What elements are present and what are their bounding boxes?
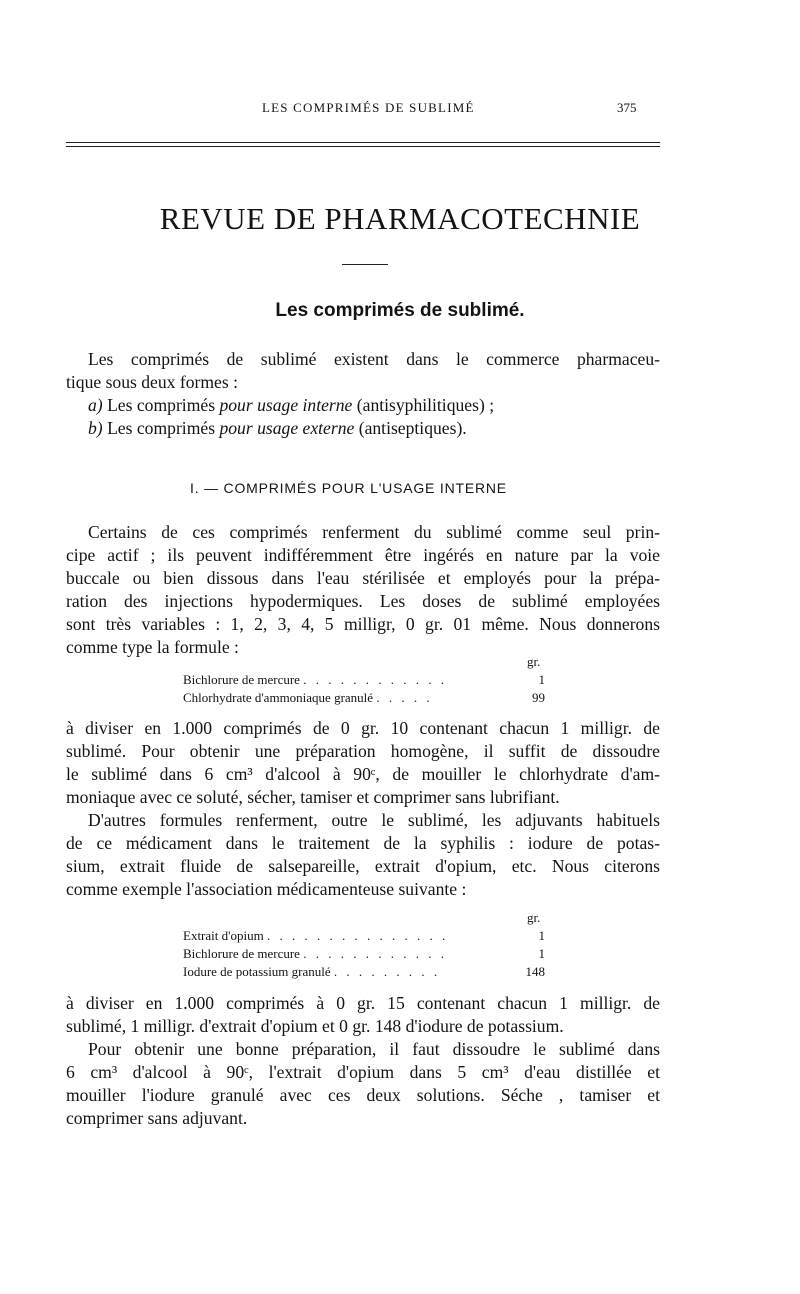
- ingredient-name: Chlorhydrate d'ammoniaque granulé: [183, 690, 374, 705]
- list-item-a: [66, 394, 660, 417]
- header-rule-top: [66, 142, 660, 143]
- running-head-title: LES COMPRIMÉS DE SUBLIMÉ: [262, 100, 475, 115]
- text-line: Certains de ces comprimés renferment du sublimé comme seul prin-: [88, 522, 660, 542]
- text-line: Pour obtenir une bonne préparation, il faut dissoudre le sublimé dans: [88, 1039, 660, 1059]
- formula-unit: gr.: [527, 910, 541, 925]
- subheading: I. — COMPRIMÉS POUR L'USAGE INTERNE: [190, 480, 507, 496]
- text-line: comme exemple l'association médicamenteuse suivante :: [66, 879, 467, 899]
- leader-dots: . . . . . . . . . . . . . . .: [266, 928, 449, 943]
- formula-row: [183, 946, 545, 964]
- text-line: comme type la formule :: [66, 637, 239, 657]
- formula-row: [183, 672, 545, 690]
- list-marker: a): [88, 395, 103, 415]
- formula-row: [183, 928, 545, 946]
- list-text: (antiseptiques).: [358, 418, 467, 438]
- paragraph-4: [66, 992, 660, 1038]
- running-head: [0, 100, 800, 124]
- text-line: le sublimé dans 6 cm³ d'alcool à 90ᶜ, de mouiller le chlorhydrate d'am-: [66, 764, 660, 784]
- ingredient-name: Bichlorure de mercure: [183, 672, 300, 687]
- title-divider: [342, 264, 388, 265]
- paragraph-3: [66, 809, 660, 901]
- text-line: ration des injections hypodermiques. Les doses de sublimé employées: [66, 591, 660, 611]
- list-text: (antisyphilitiques) ;: [356, 395, 495, 415]
- text-line: 6 cm³ d'alcool à 90ᶜ, l'extrait d'opium dans 5 cm³ d'eau distillée et: [66, 1062, 660, 1082]
- leader-dots: . . . . . . . . .: [333, 964, 441, 979]
- text-line: D'autres formules renferment, outre le sublimé, les adjuvants habituels: [88, 810, 660, 830]
- text-line: sium, extrait fluide de salsepareille, extrait d'opium, etc. Nous citerons: [66, 856, 660, 876]
- text-line: comprimer sans adjuvant.: [66, 1108, 248, 1128]
- list-emphasis: pour usage externe: [219, 418, 355, 438]
- paragraph-1: [66, 521, 660, 659]
- ingredient-quantity: 1: [538, 672, 545, 687]
- intro-paragraph: [66, 348, 660, 440]
- formula-row: [183, 690, 545, 708]
- text-line: de ce médicament dans le traitement de la syphilis : iodure de potas-: [66, 833, 660, 853]
- list-marker: b): [88, 418, 103, 438]
- formula-row: [183, 964, 545, 982]
- ingredient-quantity: 1: [538, 928, 545, 943]
- header-rule-bottom: [66, 146, 660, 147]
- text-line: buccale ou bien dissous dans l'eau stérilisée et employés pour la prépa-: [66, 568, 660, 588]
- text-line: Les comprimés de sublimé existent dans le commerce pharmaceu-: [88, 349, 660, 369]
- text-line: à diviser en 1.000 comprimés à 0 gr. 15 contenant chacun 1 milligr. de: [66, 993, 660, 1013]
- list-text: Les comprimés: [107, 418, 216, 438]
- ingredient-quantity: 1: [538, 946, 545, 961]
- leader-dots: . . . . . . . . . . . .: [303, 946, 447, 961]
- formula-unit: gr.: [527, 654, 541, 669]
- list-emphasis: pour usage interne: [219, 395, 353, 415]
- text-line: cipe actif ; ils peuvent indifféremment être ingérés en nature par la voie: [66, 545, 660, 565]
- text-line: sublimé, 1 milligr. d'extrait d'opium et 0 gr. 148 d'iodure de potassium.: [66, 1016, 564, 1036]
- list-text: Les comprimés: [107, 395, 216, 415]
- paragraph-5: [66, 1038, 660, 1130]
- text-line: tique sous deux formes :: [66, 372, 239, 392]
- ingredient-name: Extrait d'opium: [183, 928, 264, 943]
- leader-dots: . . . . .: [376, 690, 433, 705]
- ingredient-quantity: 99: [532, 690, 545, 705]
- text-line: à diviser en 1.000 comprimés de 0 gr. 10 contenant chacun 1 milligr. de: [66, 718, 660, 738]
- ingredient-quantity: 148: [525, 964, 545, 979]
- section-title: REVUE DE PHARMACOTECHNIE: [159, 201, 641, 236]
- ingredient-name: Iodure de potassium granulé: [183, 964, 331, 979]
- paragraph-2: [66, 717, 660, 809]
- text-line: sublimé. Pour obtenir une préparation homogène, il suffit de dissoudre: [66, 741, 660, 761]
- ingredient-name: Bichlorure de mercure: [183, 946, 300, 961]
- list-item-b: [66, 417, 660, 440]
- page-number: 375: [617, 100, 637, 115]
- text-line: sont très variables : 1, 2, 3, 4, 5 milligr, 0 gr. 01 même. Nous donnerons: [66, 614, 660, 634]
- article-title: Les comprimés de sublimé.: [275, 300, 525, 321]
- text-line: moniaque avec ce soluté, sécher, tamiser et comprimer sans lubrifiant.: [66, 787, 560, 807]
- text-line: mouiller l'iodure granulé avec ces deux solutions. Séche , tamiser et: [66, 1085, 660, 1105]
- leader-dots: . . . . . . . . . . . .: [303, 672, 447, 687]
